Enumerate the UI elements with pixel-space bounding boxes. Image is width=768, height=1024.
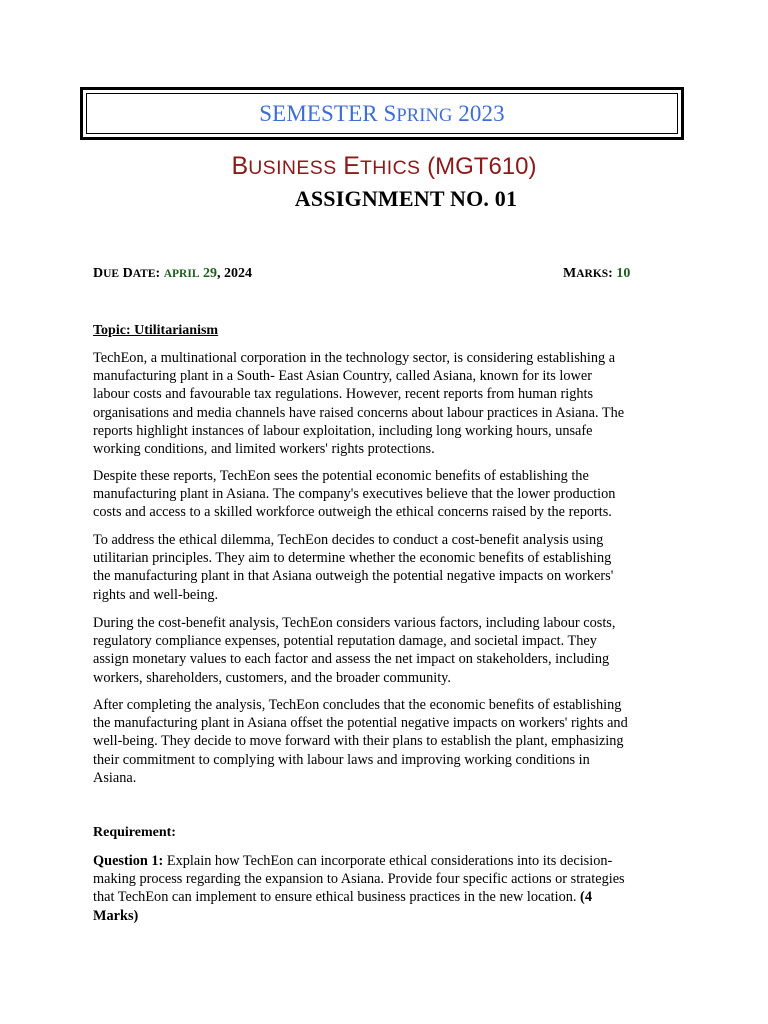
due-year: , 2024	[216, 266, 252, 281]
course-title-usiness: USINESS	[248, 157, 337, 179]
question-line	[93, 852, 683, 870]
requirement-heading: Requirement:	[93, 825, 176, 840]
semester-word: SEMESTER	[259, 100, 378, 126]
paragraph-4	[93, 614, 683, 687]
paragraph-line: Asiana.	[93, 769, 137, 786]
paragraph-line: manufacturing plant in Asiana. The company's executives believe that the lower production	[93, 486, 616, 503]
semester-frame-inner	[86, 93, 678, 134]
paragraph-line: rights and well-being.	[93, 586, 219, 603]
due-ue: UE	[103, 268, 120, 280]
paragraph-line: well-being. They decide to move forward with their plans to establish the plant, emphasizing	[93, 733, 624, 750]
paragraph-line: costs and access to a skilled workforce outweigh the ethical concerns raised by the reports.	[93, 504, 612, 521]
paragraph-line: organisations and media channels have raised concerns about labour practices in Asiana. The	[93, 404, 625, 421]
assignment-title: ASSIGNMENT NO. 01	[294, 186, 518, 211]
paragraph-line: reports highlight instances of labour exploitation, including long working hours, unsafe	[93, 422, 593, 439]
paragraph-3	[93, 531, 683, 604]
question-marks: Marks)	[93, 907, 139, 924]
paragraph-line: TechEon, a multinational corporation in the technology sector, is considering establishing a	[93, 350, 616, 366]
course-title-b: B	[231, 152, 249, 180]
paragraph-line: Despite these reports, TechEon sees the potential economic benefits of establishing the	[93, 468, 589, 484]
paragraph-line: manufacturing plant in a South- East Asian Country, called Asiana, known for its lower	[93, 368, 592, 385]
paragraph-1	[93, 349, 683, 458]
due-date-ate: ATE	[132, 268, 156, 280]
marks-arks: ARKS	[576, 268, 609, 280]
question-label: Question 1:	[93, 853, 164, 869]
semester-frame	[80, 87, 684, 140]
question-text: Explain how TechEon can incorporate ethical considerations into its decision-	[163, 853, 613, 869]
marks-colon: :	[608, 266, 613, 281]
course-title-e: E	[343, 152, 360, 180]
paragraph-line: their commitment to complying with labour laws and improving working conditions in	[93, 751, 590, 768]
due-date	[93, 266, 252, 282]
marks	[563, 266, 630, 282]
paragraph-line: During the cost-benefit analysis, TechEon considers various factors, including labour costs,	[93, 615, 616, 631]
paragraph-line: labour costs and favourable tax regulations. However, recent reports from human rights	[93, 386, 594, 403]
semester-season-initial: S	[383, 100, 397, 126]
marks-value: 10	[616, 266, 631, 281]
question-line	[93, 888, 683, 906]
paragraph-line: the manufacturing plant in that Asiana outweigh the potential negative impacts on workers'	[93, 568, 614, 585]
due-colon: :	[155, 266, 161, 281]
topic-heading: Topic: Utilitarianism	[93, 323, 219, 338]
due-day: 29	[202, 266, 217, 281]
course-code: (MGT610)	[427, 153, 537, 180]
semester-season-rest: PRING	[396, 105, 453, 126]
marks-m: M	[563, 266, 577, 281]
paragraph-line: workers, shareholders, customers, and the broader community.	[93, 669, 451, 686]
course-title-thics: THICS	[359, 157, 421, 179]
question-1	[93, 852, 683, 925]
paragraph-line: working conditions, and limited workers' rights protections.	[93, 441, 435, 458]
paragraph-line: assign monetary values to each factor and assess the net impact on stakeholders, including	[93, 651, 610, 668]
paragraph-line: regulatory compliance expenses, potential reputation damage, and societal impact. They	[93, 633, 597, 650]
paragraph-line: the manufacturing plant in Asiana offset the potential negative impacts on workers' rights and	[93, 715, 628, 732]
paragraph-5	[93, 696, 683, 787]
paragraph-line: After completing the analysis, TechEon concludes that the economic benefits of establishing	[93, 697, 622, 713]
course-title	[0, 152, 768, 181]
paragraph-line: To address the ethical dilemma, TechEon decides to conduct a cost-benefit analysis using	[93, 532, 604, 548]
due-date-d: D	[122, 266, 133, 281]
question-text: that TechEon can implement to ensure ethical business practices in the new location.	[93, 889, 577, 906]
due-month: APRIL	[163, 268, 200, 280]
semester-year: 2023	[458, 100, 505, 126]
paragraph-line: utilitarian principles. They aim to determine whether the economic benefits of establishing	[93, 550, 612, 567]
question-marks: (4	[576, 889, 592, 906]
due-d: D	[93, 266, 104, 281]
semester-title	[259, 101, 504, 127]
paragraph-2	[93, 467, 683, 522]
question-line: making process regarding the expansion to Asiana. Provide four specific actions or strategies	[93, 871, 625, 888]
